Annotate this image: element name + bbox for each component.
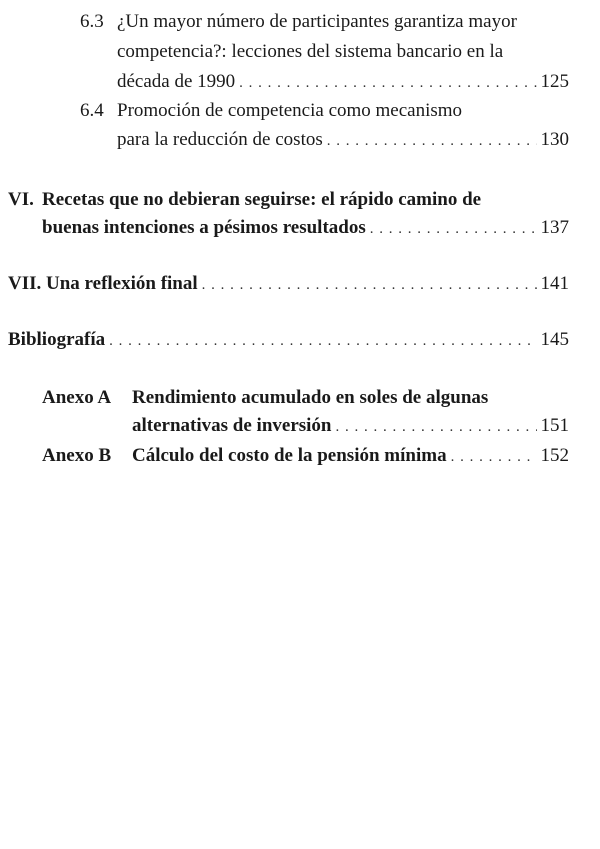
entry-title-line: alternativas de inversión	[132, 415, 332, 436]
entry-title-line: competencia?: lecciones del sistema bancario en la	[117, 41, 504, 62]
entry-title-line: década de 1990	[117, 71, 236, 92]
dot-leader	[336, 414, 537, 440]
entry-last-line	[42, 215, 569, 241]
entry-title-line: Cálculo del costo de la pensión mínima	[132, 445, 447, 466]
entry-last-line	[8, 271, 569, 297]
entry-last-line	[117, 127, 569, 153]
dot-leader	[239, 70, 536, 96]
entry-last-line	[132, 413, 569, 439]
dot-leader	[327, 128, 537, 154]
entry-title-line: ¿Un mayor número de participantes garantiza mayor	[117, 11, 517, 32]
page-number: 125	[540, 71, 569, 92]
page-number: 130	[540, 129, 569, 150]
page-number: 151	[540, 415, 569, 436]
page-number: 141	[540, 273, 569, 294]
dot-leader	[370, 216, 537, 242]
chapter-number: VI.	[8, 189, 34, 210]
entry-title-line: buenas intenciones a pésimos resultados	[42, 217, 366, 238]
entry-title-line: Promoción de competencia como mecanismo	[117, 100, 463, 121]
entry-last-line	[8, 327, 569, 353]
annex-label: Anexo A	[42, 387, 112, 408]
annex-label: Anexo B	[42, 445, 112, 466]
entry-title-line: Bibliografía	[8, 329, 106, 350]
entry-title-line: Rendimiento acumulado en soles de algunas	[132, 387, 489, 408]
dot-leader	[109, 328, 536, 354]
page-number: 145	[540, 329, 569, 350]
section-number: 6.3	[80, 11, 104, 32]
entry-last-line	[132, 443, 569, 469]
dot-leader	[451, 444, 537, 470]
entry-title-line: Recetas que no debieran seguirse: el rápido camino de	[42, 189, 482, 210]
page-number: 137	[540, 217, 569, 238]
entry-title-line: VII. Una reflexión final	[8, 273, 198, 294]
dot-leader	[202, 272, 537, 298]
section-number: 6.4	[80, 100, 104, 121]
page-number: 152	[540, 445, 569, 466]
entry-title-line: para la reducción de costos	[117, 129, 323, 150]
entry-last-line	[117, 69, 569, 95]
